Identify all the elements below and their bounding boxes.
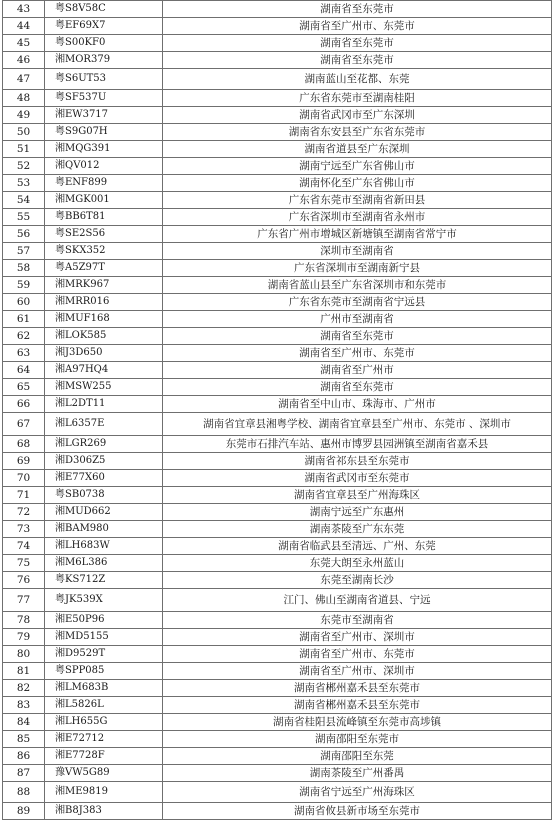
table-row (3, 1, 552, 18)
table-row (3, 538, 552, 555)
plate-number: 湘EW3717 (45, 107, 163, 124)
table-row (3, 328, 552, 345)
table-row (3, 765, 552, 782)
route-text: 湖南省宜章县至广州海珠区 (163, 487, 552, 504)
plate-number: 湘LH655G (45, 714, 163, 731)
plate-number: 粤S00KF0 (45, 35, 163, 52)
table-row (3, 379, 552, 396)
table-row (3, 90, 552, 107)
row-number: 53 (3, 175, 45, 192)
plate-number: 湘E77X60 (45, 470, 163, 487)
table-row (3, 158, 552, 175)
plate-number: 湘B8J383 (45, 803, 163, 820)
plate-number: 湘ME9819 (45, 782, 163, 803)
plate-number: 湘LH683W (45, 538, 163, 555)
table-row (3, 453, 552, 470)
plate-number: 粤SPP085 (45, 663, 163, 680)
plate-number: 湘E50P96 (45, 612, 163, 629)
route-text: 湖南省至广州市、东莞市 (163, 345, 552, 362)
row-number: 71 (3, 487, 45, 504)
table-row (3, 52, 552, 69)
route-text: 湖南省道县至广东深圳 (163, 141, 552, 158)
row-number: 87 (3, 765, 45, 782)
route-text: 广东省广州市增城区新塘镇至湖南省常宁市 (163, 226, 552, 243)
table-row (3, 107, 552, 124)
table-row (3, 243, 552, 260)
plate-number: 粤S9G07H (45, 124, 163, 141)
route-text: 广东省东莞市至湖南省新田县 (163, 192, 552, 209)
route-text: 湖南省郴州嘉禾县至东莞市 (163, 680, 552, 697)
row-number: 50 (3, 124, 45, 141)
plate-number: 粤SKX352 (45, 243, 163, 260)
route-text: 湖南省宜章县湘粤学校、湖南省宜章县至广州市、东莞市 、深圳市 (163, 413, 552, 436)
route-text: 湖南茶陵至广东东莞 (163, 521, 552, 538)
route-text: 湖南省至东莞市 (163, 52, 552, 69)
table-row (3, 192, 552, 209)
plate-number: 粤A5Z97T (45, 260, 163, 277)
row-number: 52 (3, 158, 45, 175)
plate-number: 粤SF537U (45, 90, 163, 107)
row-number: 80 (3, 646, 45, 663)
plate-number: 粤BB6T81 (45, 209, 163, 226)
route-text: 湖南邵阳至东莞 (163, 748, 552, 765)
table-row (3, 714, 552, 731)
table-row (3, 589, 552, 612)
row-number: 62 (3, 328, 45, 345)
plate-number: 湘MD5155 (45, 629, 163, 646)
table-row (3, 748, 552, 765)
row-number: 88 (3, 782, 45, 803)
route-text: 湖南省东安县至广东省东莞市 (163, 124, 552, 141)
row-number: 89 (3, 803, 45, 820)
row-number: 73 (3, 521, 45, 538)
row-number: 65 (3, 379, 45, 396)
row-number: 75 (3, 555, 45, 572)
plate-number: 粤S6UT53 (45, 69, 163, 90)
route-text: 湖南省至广州市、东莞市 (163, 646, 552, 663)
row-number: 78 (3, 612, 45, 629)
route-text: 东莞大朗至永州蓝山 (163, 555, 552, 572)
plate-number: 粤SB0738 (45, 487, 163, 504)
route-text: 湖南蓝山至花都、东莞 (163, 69, 552, 90)
table-row (3, 277, 552, 294)
row-number: 66 (3, 396, 45, 413)
route-text: 广东省深圳市至湖南新宁县 (163, 260, 552, 277)
table-body (3, 1, 552, 820)
table-row (3, 470, 552, 487)
row-number: 86 (3, 748, 45, 765)
row-number: 69 (3, 453, 45, 470)
route-text: 湖南省至东莞市 (163, 35, 552, 52)
row-number: 84 (3, 714, 45, 731)
table-row (3, 612, 552, 629)
table-row (3, 141, 552, 158)
plate-number: 湘A97HQ4 (45, 362, 163, 379)
table-row (3, 124, 552, 141)
plate-number: 粤EF69X7 (45, 18, 163, 35)
plate-number: 湘L6357E (45, 413, 163, 436)
route-text: 湖南省临武县至清远、广州、东莞 (163, 538, 552, 555)
plate-number: 湘MGK001 (45, 192, 163, 209)
plate-number: 粤JK539X (45, 589, 163, 612)
row-number: 58 (3, 260, 45, 277)
row-number: 70 (3, 470, 45, 487)
plate-number: 豫VW5G89 (45, 765, 163, 782)
row-number: 81 (3, 663, 45, 680)
plate-number: 湘M6L386 (45, 555, 163, 572)
row-number: 48 (3, 90, 45, 107)
route-text: 湖南省武冈市至广东深圳 (163, 107, 552, 124)
table-row (3, 555, 552, 572)
row-number: 47 (3, 69, 45, 90)
table-row (3, 629, 552, 646)
table-row (3, 209, 552, 226)
row-number: 76 (3, 572, 45, 589)
table-row (3, 69, 552, 90)
row-number: 64 (3, 362, 45, 379)
row-number: 74 (3, 538, 45, 555)
row-number: 56 (3, 226, 45, 243)
table-row (3, 294, 552, 311)
plate-number: 湘BAM980 (45, 521, 163, 538)
route-text: 湖南宁远至广东省佛山市 (163, 158, 552, 175)
plate-number: 湘MRR016 (45, 294, 163, 311)
route-text: 湖南省至中山市、珠海市、广州市 (163, 396, 552, 413)
route-text: 湖南省蓝山县至广东省深圳市和东莞市 (163, 277, 552, 294)
plate-number: 湘MQG391 (45, 141, 163, 158)
table-row (3, 260, 552, 277)
row-number: 49 (3, 107, 45, 124)
plate-number: 粤S8V58C (45, 1, 163, 18)
route-text: 湖南省至广州市、东莞市 (163, 18, 552, 35)
table-row (3, 680, 552, 697)
plate-number: 湘MUD662 (45, 504, 163, 521)
route-text: 湖南茶陵至广州番禺 (163, 765, 552, 782)
plate-number: 粤KS712Z (45, 572, 163, 589)
vehicle-route-table (2, 0, 552, 820)
route-text: 湖南怀化至广东省佛山市 (163, 175, 552, 192)
route-text: 广东省深圳市至湖南省永州市 (163, 209, 552, 226)
route-text: 湖南省至东莞市 (163, 328, 552, 345)
route-text: 湖南省桂阳县流峰镇至东莞市高埗镇 (163, 714, 552, 731)
plate-number: 湘LOK585 (45, 328, 163, 345)
row-number: 82 (3, 680, 45, 697)
row-number: 57 (3, 243, 45, 260)
plate-number: 湘D306Z5 (45, 453, 163, 470)
row-number: 77 (3, 589, 45, 612)
row-number: 45 (3, 35, 45, 52)
route-text: 深圳市至湖南省 (163, 243, 552, 260)
row-number: 83 (3, 697, 45, 714)
plate-number: 湘MOR379 (45, 52, 163, 69)
row-number: 46 (3, 52, 45, 69)
table-row (3, 782, 552, 803)
route-text: 江门、佛山至湖南省道县、宁远 (163, 589, 552, 612)
route-text: 湖南省至广州市、深圳市 (163, 663, 552, 680)
table-row (3, 396, 552, 413)
row-number: 72 (3, 504, 45, 521)
plate-number: 湘J3D650 (45, 345, 163, 362)
table-row (3, 504, 552, 521)
table-row (3, 226, 552, 243)
table-row (3, 35, 552, 52)
table-row (3, 646, 552, 663)
plate-number: 湘L5826L (45, 697, 163, 714)
route-text: 东莞市至湖南省 (163, 612, 552, 629)
route-text: 湖南省宁远至广州海珠区 (163, 782, 552, 803)
route-text: 广州市至湖南省 (163, 311, 552, 328)
row-number: 68 (3, 436, 45, 453)
plate-number: 湘MUF168 (45, 311, 163, 328)
table-row (3, 731, 552, 748)
row-number: 59 (3, 277, 45, 294)
table-row (3, 175, 552, 192)
plate-number: 湘E7728F (45, 748, 163, 765)
route-text: 湖南省至东莞市 (163, 1, 552, 18)
route-text: 湖南省郴州嘉禾县至东莞市 (163, 697, 552, 714)
row-number: 55 (3, 209, 45, 226)
plate-number: 湘L2DT11 (45, 396, 163, 413)
row-number: 85 (3, 731, 45, 748)
route-text: 广东省东莞市至湖南桂阳 (163, 90, 552, 107)
route-text: 湖南邵阳至东莞市 (163, 731, 552, 748)
row-number: 61 (3, 311, 45, 328)
table-row (3, 18, 552, 35)
route-text: 湖南省祁东县至东莞市 (163, 453, 552, 470)
route-text: 广东省东莞市至湖南省宁远县 (163, 294, 552, 311)
plate-number: 湘LGR269 (45, 436, 163, 453)
row-number: 60 (3, 294, 45, 311)
route-text: 湖南省至广州市 (163, 362, 552, 379)
table-row (3, 436, 552, 453)
plate-number: 湘E72712 (45, 731, 163, 748)
table-row (3, 311, 552, 328)
table-row (3, 663, 552, 680)
plate-number: 湘QV012 (45, 158, 163, 175)
route-text: 湖南宁远至广东惠州 (163, 504, 552, 521)
row-number: 51 (3, 141, 45, 158)
row-number: 79 (3, 629, 45, 646)
table-row (3, 803, 552, 820)
table-row (3, 413, 552, 436)
plate-number: 粤SE2S56 (45, 226, 163, 243)
route-text: 东莞至湖南长沙 (163, 572, 552, 589)
table-row (3, 572, 552, 589)
plate-number: 湘LM683B (45, 680, 163, 697)
plate-number: 湘D9529T (45, 646, 163, 663)
row-number: 67 (3, 413, 45, 436)
table-row (3, 345, 552, 362)
row-number: 43 (3, 1, 45, 18)
route-text: 湖南省至广州市、深圳市 (163, 629, 552, 646)
plate-number: 湘MRK967 (45, 277, 163, 294)
table-row (3, 362, 552, 379)
table-row (3, 697, 552, 714)
route-text: 湖南省武冈市至东莞市 (163, 470, 552, 487)
route-text: 东莞市石排汽车站、惠州市博罗县园洲镇至湖南省嘉禾县 (163, 436, 552, 453)
route-text: 湖南省至东莞市 (163, 379, 552, 396)
table-row (3, 487, 552, 504)
plate-number: 粤ENF899 (45, 175, 163, 192)
row-number: 54 (3, 192, 45, 209)
route-text: 湖南省攸县新市场至东莞市 (163, 803, 552, 820)
row-number: 44 (3, 18, 45, 35)
row-number: 63 (3, 345, 45, 362)
plate-number: 湘MSW255 (45, 379, 163, 396)
table-row (3, 521, 552, 538)
